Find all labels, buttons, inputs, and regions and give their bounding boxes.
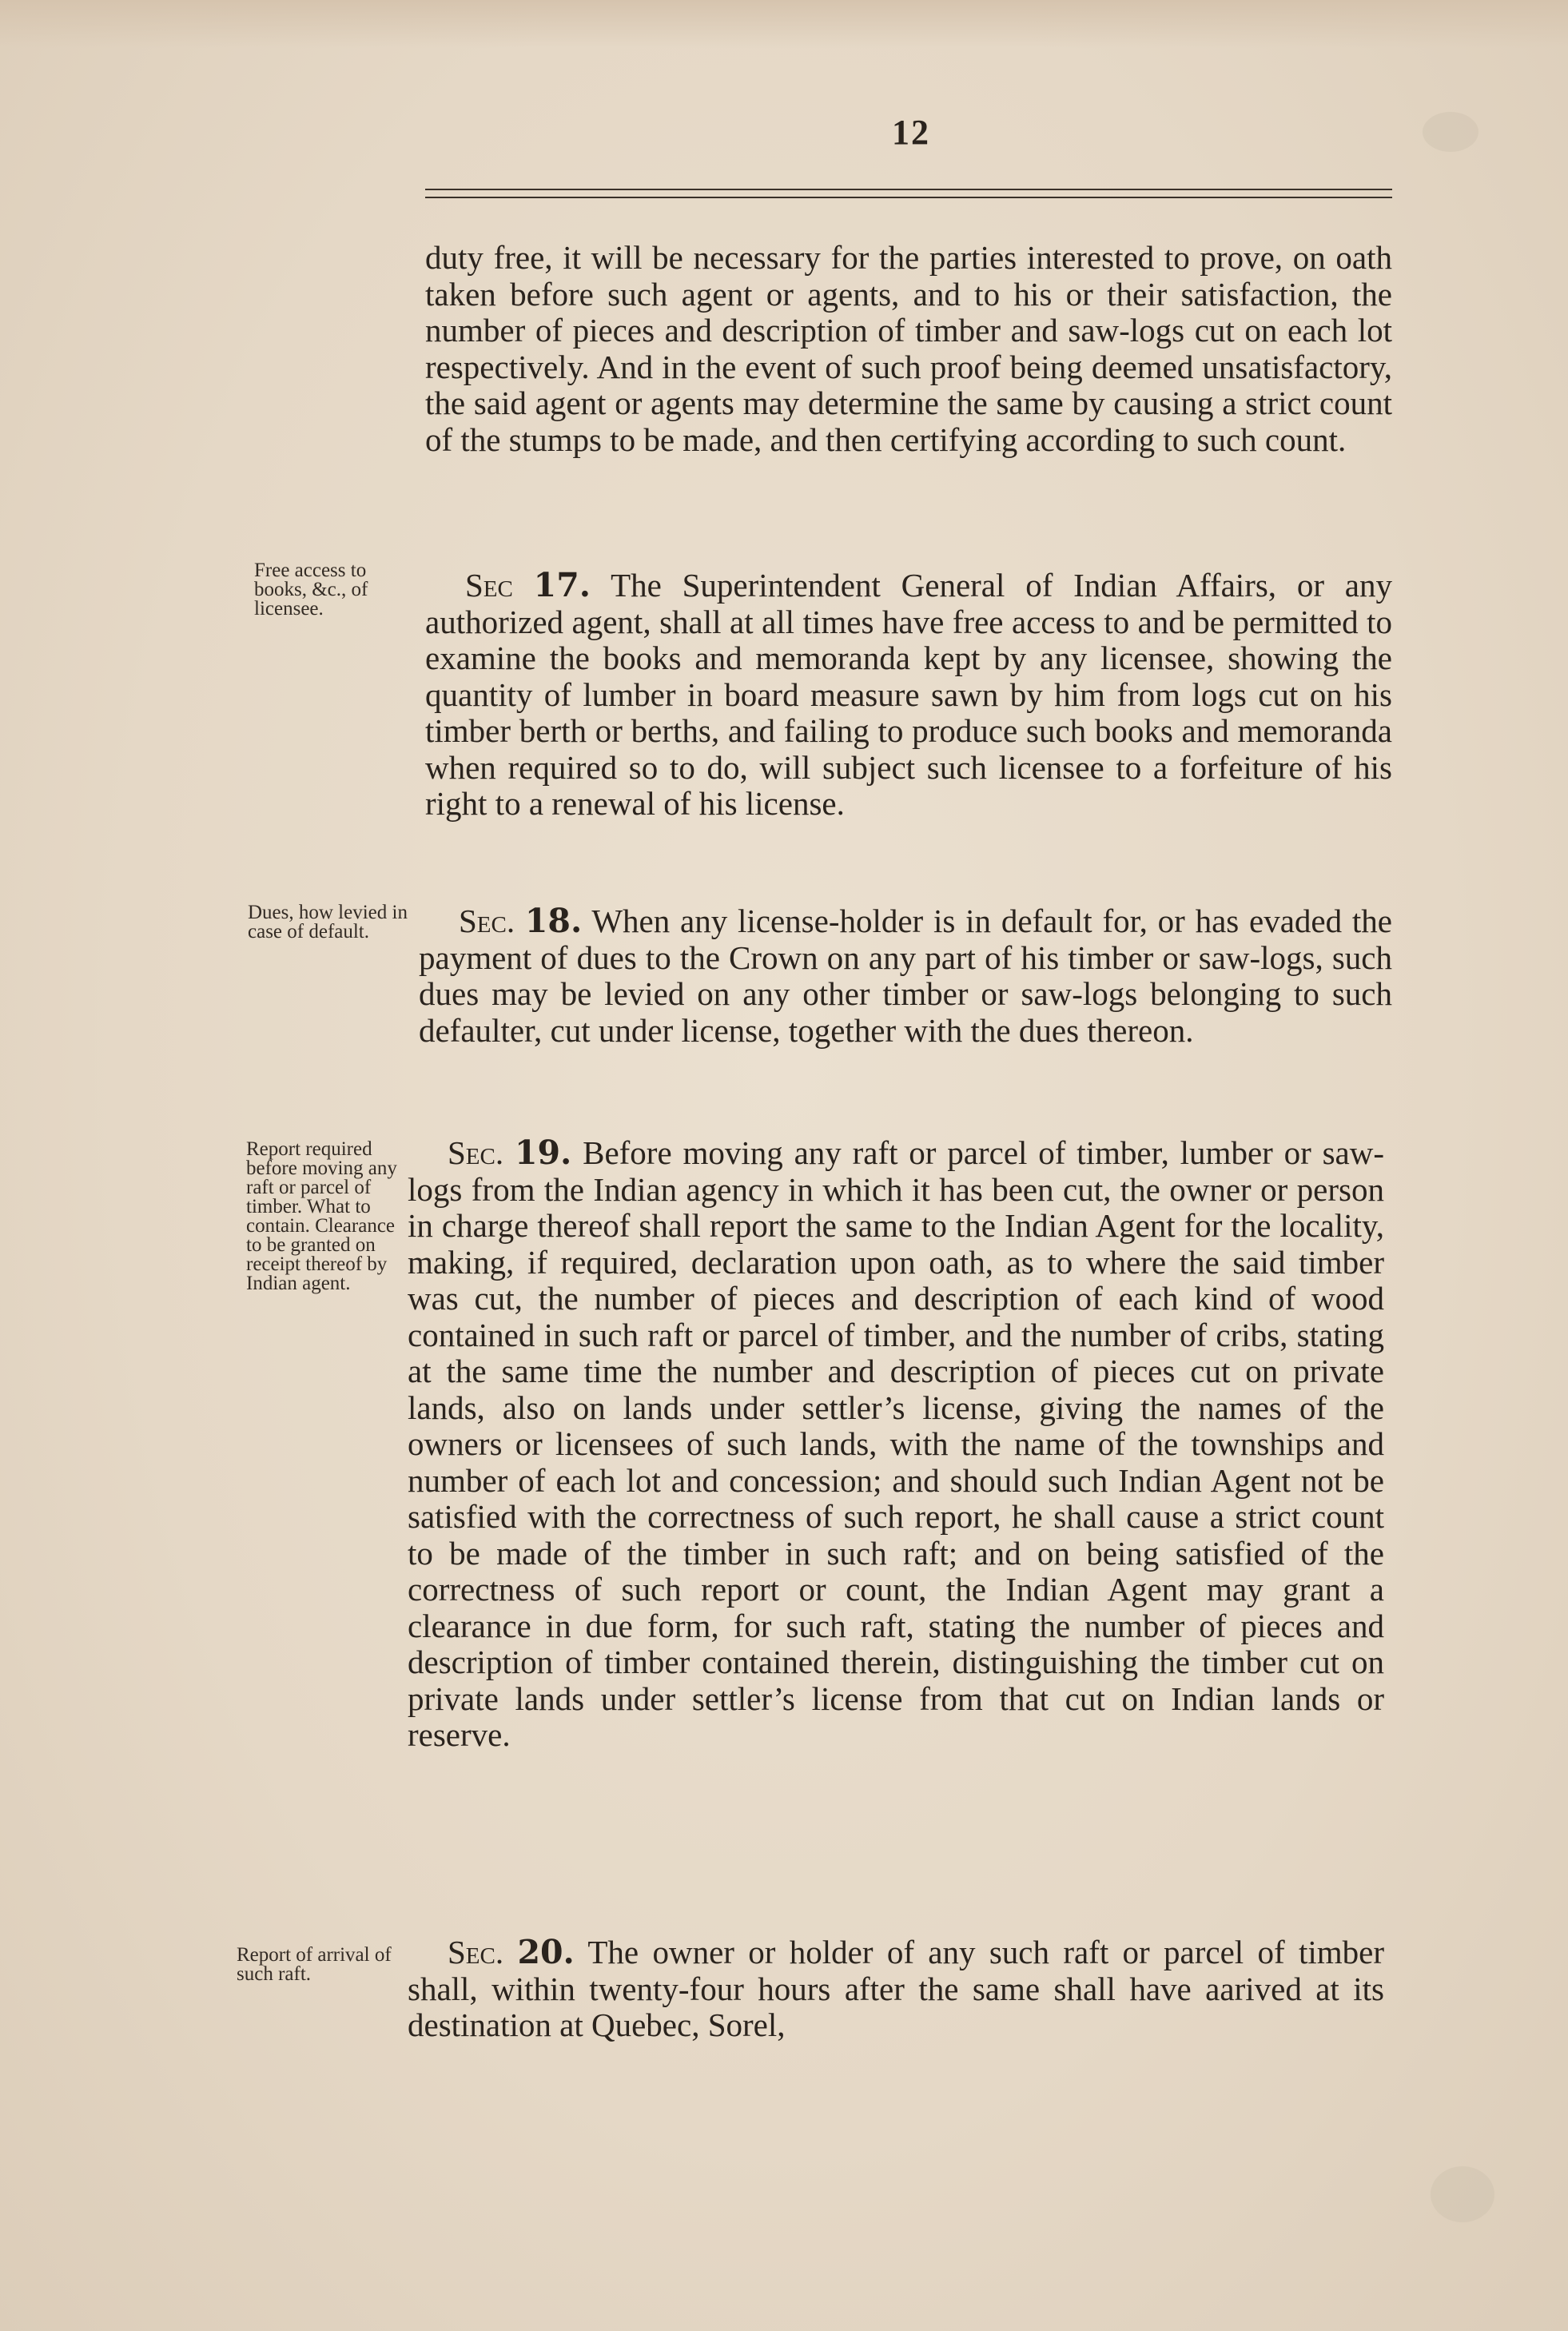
section-text: The owner or holder of any such raft or parcel of timber shall, within twenty-four hours after the same shall have aarived at its destination at Quebec, Sorel,: [408, 1934, 1385, 2043]
section-prefix: Sec.: [448, 1134, 504, 1171]
section-18: [419, 903, 1392, 1049]
paper-stain: [1431, 2166, 1494, 2222]
section-19: [408, 1135, 1384, 1754]
section-20: [408, 1935, 1384, 2044]
section-17: [425, 568, 1392, 823]
section-number: 17.: [533, 566, 591, 604]
margin-note-sec-17: Free access to books, &c., of licensee.: [254, 560, 368, 620]
section-text: The Superintendent General of Indian Affairs, or any authorized agent, shall at all times have free access to and be permitted to examine the books and memoranda kept by any licensee, showing the quantity of lumber in board measure sawn by him from logs cut on his timber berth or berths, and failing to produce such books and memoranda when required so to do, will subject such licensee to a forfeiture of his right to a renewal of his license.: [425, 567, 1392, 822]
margin-note-sec-19: Report required before moving any raft or parcel of timber. What to contain. Clearance to be granted on receipt thereof by Indian agent.: [246, 1138, 397, 1294]
header-rule-top: [425, 189, 1392, 190]
section-prefix: Sec.: [448, 1934, 504, 1970]
section-number: 20.: [517, 1933, 575, 1971]
section-number: 19.: [514, 1134, 572, 1172]
section-text: When any license-holder is in default for, or has evaded the payment of dues to the Crown on any part of his timber or saw-logs, such dues may be levied on any other timber or saw-logs belonging to such defaulter, cut under license, together with the dues thereon.: [419, 903, 1393, 1049]
header-rule-bottom: [425, 197, 1392, 198]
margin-note-sec-18: Dues, how levied in case of default.: [248, 902, 408, 942]
section-prefix: Sec: [465, 567, 513, 604]
section-text: Before moving any raft or parcel of timber, lumber or saw-logs from the Indian agency in which it has been cut, the owner or person in charge thereof shall report the same to the Indian Agent for the locality, making, if required, declaration upon oath, as to where the said timber was cut, the number of pieces and description of each kind of wood contained in such raft or parcel of timber, and the number of cribs, stating at the same time the number and description of pieces cut on private lands, also on lands under settler’s license, giving the names of the owners or licensees of such lands, with the name of the townships and number of each lot and concession; and should such Indian Agent not be satisfied with the correctness of such report, he shall cause a strict count to be made of the timber in such raft; and on being satisfied of the correctness of such report or count, the Indian Agent may grant a clearance in due form, for such raft, stating the number of pieces and description of timber contained therein, distinguishing the timber cut on private lands under settler’s license from that cut on Indian lands or reserve.: [408, 1134, 1385, 1753]
section-number: 18.: [524, 902, 583, 940]
margin-note-sec-20: Report of arrival of such raft.: [237, 1944, 392, 1985]
page-edge-discoloration: [0, 0, 1568, 48]
paragraph-continuation: duty free, it will be necessary for the parties interested to prove, on oath taken before such agent or agents, and to his or their satisfaction, the number of pieces and description of timber and saw-logs cut on each lot respectively. And in the event of such proof being deemed unsatisfactory, the said agent or agents may determine the same by causing a strict count of the stumps to be made, and then certifying according to such count.: [425, 239, 1392, 458]
page-number: 12: [892, 113, 930, 152]
paper-stain: [1423, 112, 1478, 152]
section-prefix: Sec.: [459, 903, 515, 939]
